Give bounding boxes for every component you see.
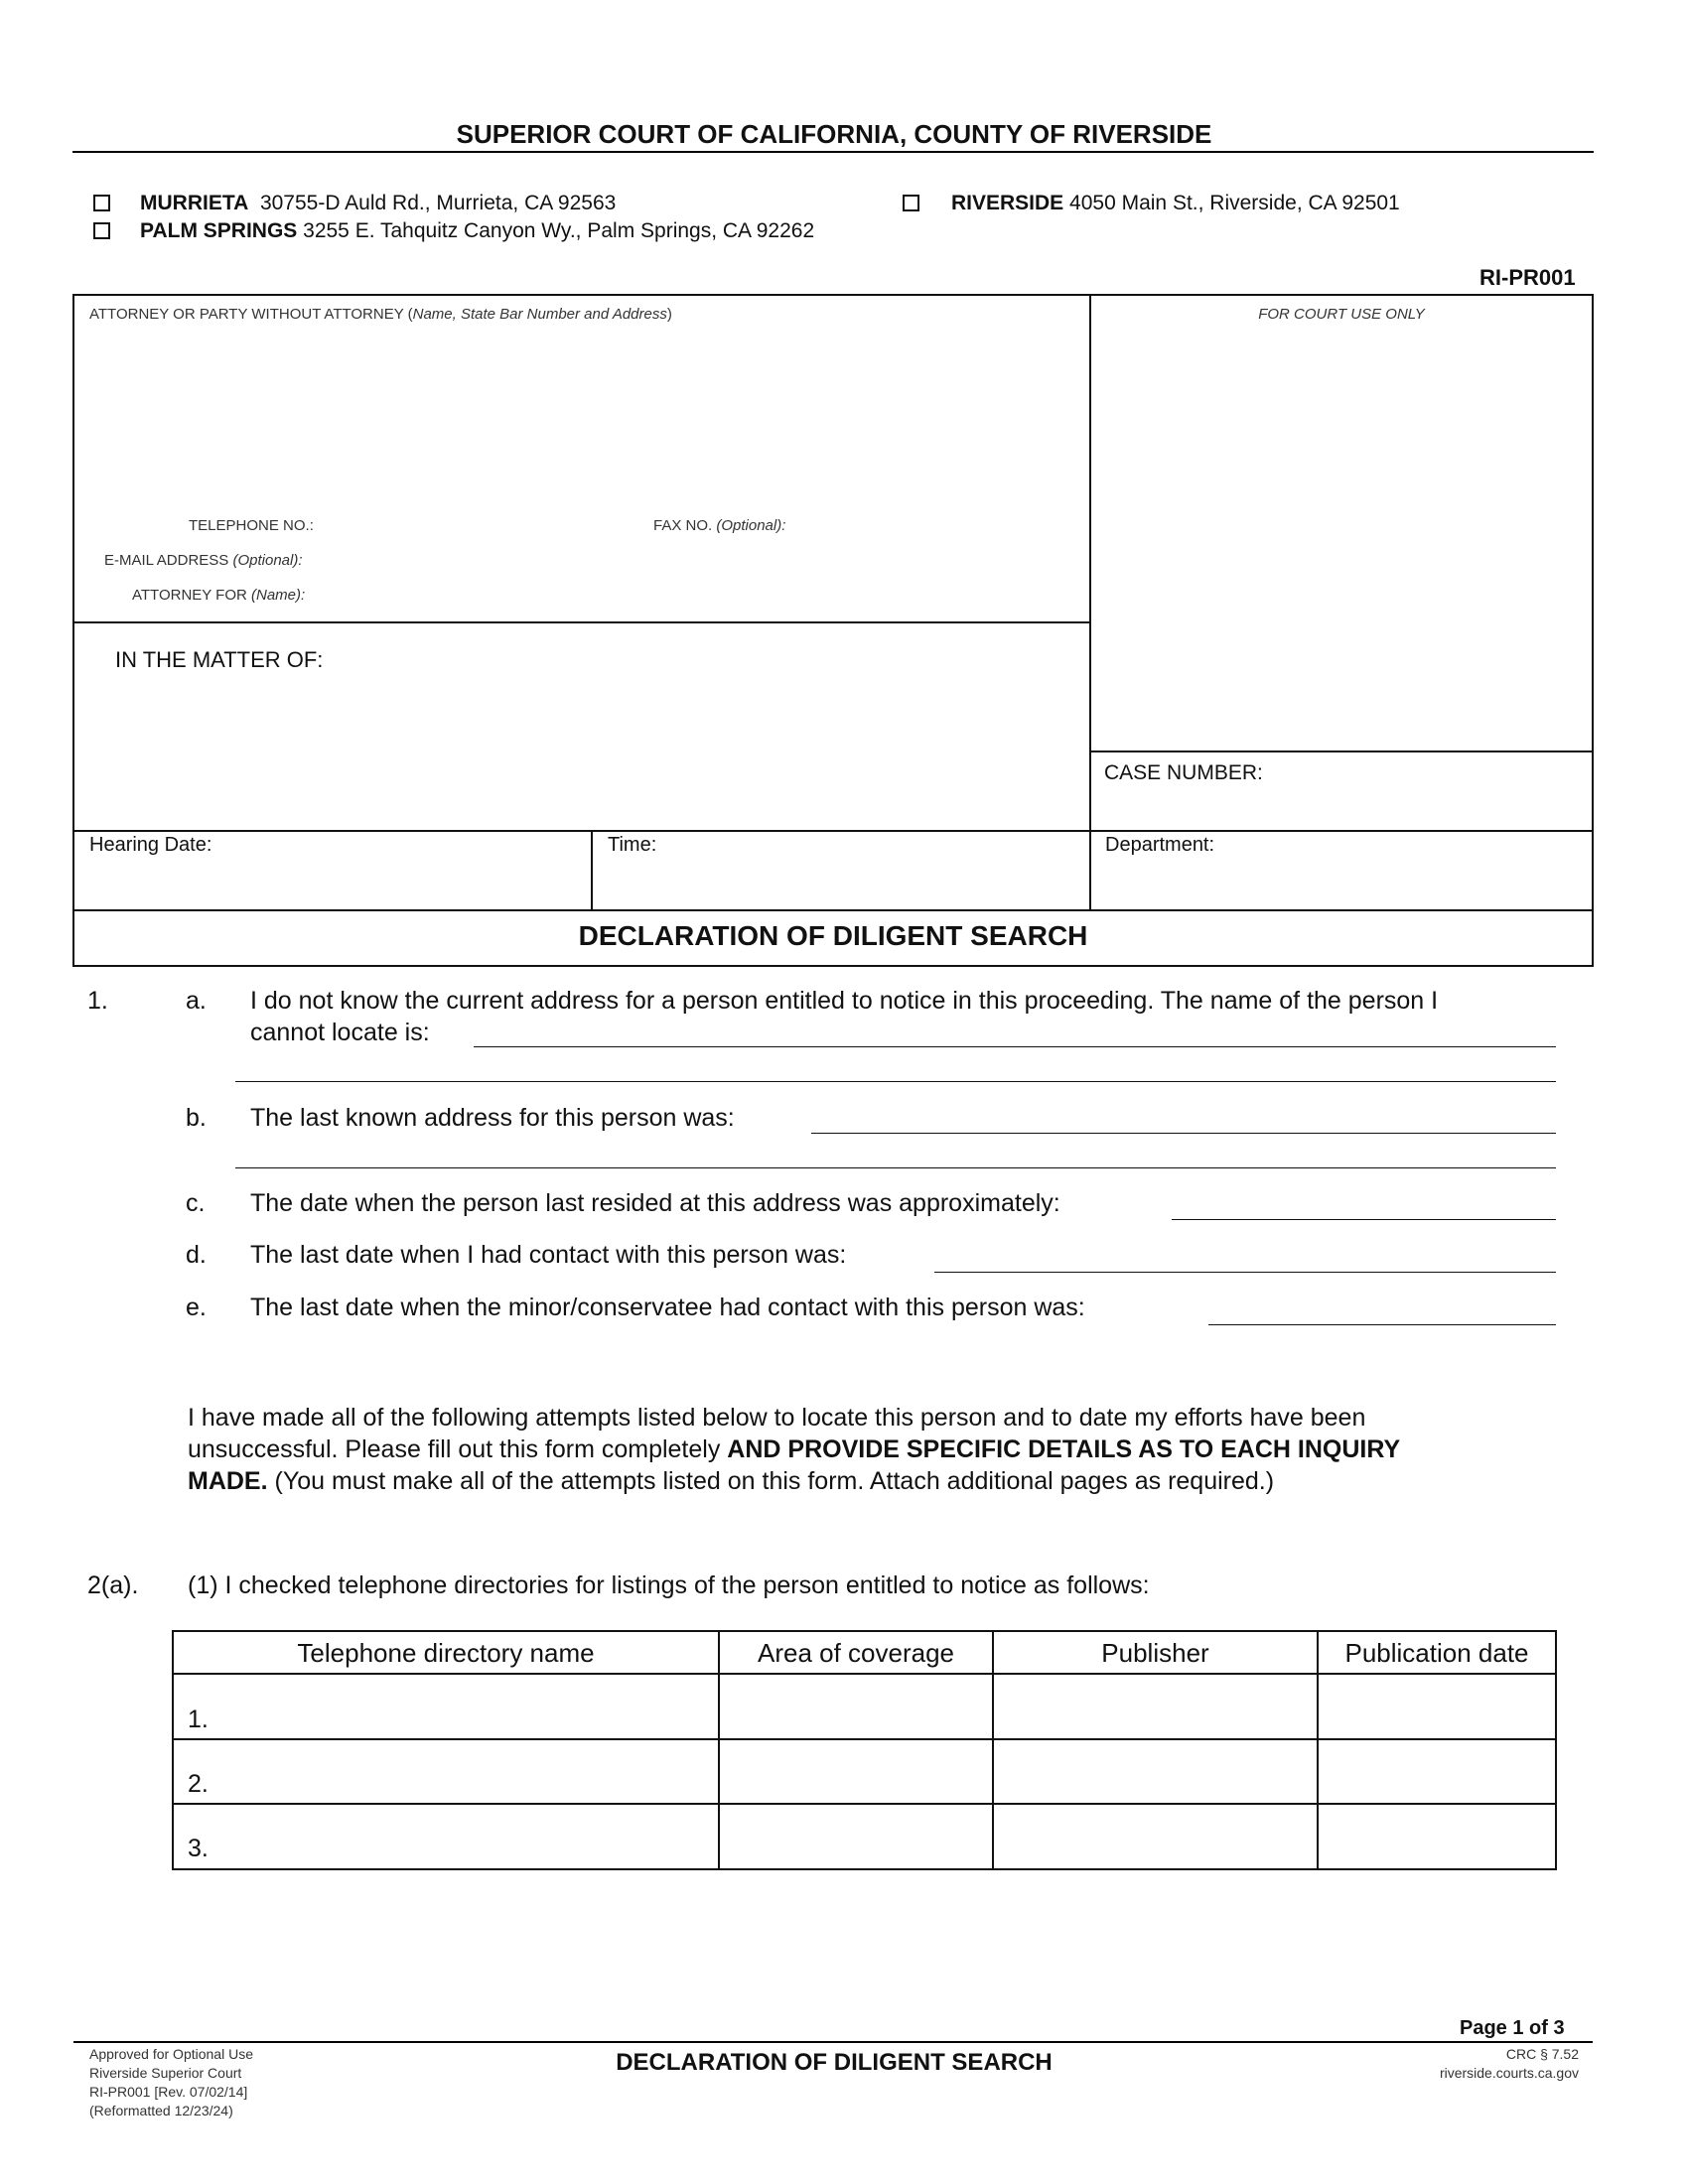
email-label: E-MAIL ADDRESS (Optional):	[104, 552, 303, 569]
item2a-text: (1) I checked telephone directories for listings of the person entitled to notice as follows:	[188, 1571, 1150, 1599]
missing-person-name-line-2[interactable]	[235, 1081, 1556, 1082]
case-number-label: CASE NUMBER:	[1104, 761, 1263, 784]
footer-left: Approved for Optional Use Riverside Superior Court RI-PR001 [Rev. 07/02/14] (Reformatted 12/23/24)	[89, 2046, 253, 2118]
caption-box-lines	[0, 0, 1688, 993]
column-header-publication-date: Publication date	[1344, 1638, 1529, 1668]
matter-label: IN THE MATTER OF:	[115, 647, 324, 672]
column-header-publisher: Publisher	[1101, 1638, 1209, 1668]
footer-title: DECLARATION OF DILIGENT SEARCH	[616, 2049, 1053, 2076]
location-murrieta: MURRIETA 30755-D Auld Rd., Murrieta, CA 92563	[140, 192, 617, 214]
last-address-line-1[interactable]	[811, 1133, 1556, 1134]
hearing-date-label: Hearing Date:	[89, 834, 212, 856]
item1b-letter: b.	[186, 1104, 207, 1132]
contact-date-line[interactable]	[934, 1272, 1556, 1273]
court-use-label: FOR COURT USE ONLY	[1258, 306, 1425, 323]
minor-contact-date-line[interactable]	[1208, 1324, 1556, 1325]
directory-table-lines	[0, 1588, 1688, 1886]
location-palm-springs: PALM SPRINGS 3255 E. Tahquitz Canyon Wy., Palm Springs, CA 92262	[140, 219, 815, 242]
table-row: 1.	[188, 1706, 209, 1733]
time-label: Time:	[608, 834, 657, 856]
item1d-text: The last date when I had contact with this person was:	[250, 1241, 847, 1269]
form-title: DECLARATION OF DILIGENT SEARCH	[578, 920, 1088, 951]
form-id: RI-PR001	[1479, 265, 1576, 290]
item1e-text: The last date when the minor/conservatee had contact with this person was:	[250, 1294, 1085, 1321]
last-address-line-2[interactable]	[235, 1167, 1556, 1168]
attorney-for-label: ATTORNEY FOR (Name):	[132, 587, 306, 604]
table-row: 2.	[188, 1770, 209, 1798]
item2a-number: 2(a).	[87, 1571, 139, 1599]
item1c-letter: c.	[186, 1189, 206, 1217]
location-riverside: RIVERSIDE 4050 Main St., Riverside, CA 92501	[951, 192, 1400, 214]
footer-rule	[73, 2041, 1593, 2043]
table-row: 3.	[188, 1835, 209, 1862]
item1a-text: I do not know the current address for a person entitled to notice in this proceeding. The name of the person I	[250, 987, 1439, 1015]
missing-person-name-line-1[interactable]	[474, 1046, 1556, 1047]
item1a-letter: a.	[186, 987, 207, 1015]
page-number: Page 1 of 3	[1460, 2017, 1565, 2039]
item1e-letter: e.	[186, 1294, 207, 1321]
attorney-label: ATTORNEY OR PARTY WITHOUT ATTORNEY (Name, State Bar Number and Address)	[89, 306, 672, 323]
attempts-paragraph: I have made all of the following attempts listed below to locate this person and to date my efforts have been unsuccessful. Please fill out this form completely AND PROVIDE SPECIFIC DETAILS AS TO EACH INQUIRY MADE. (You must make all of the attempts listed on this form. Attach additional pages as required.)	[188, 1404, 1401, 1495]
item1a-text-cont: cannot locate is:	[250, 1019, 430, 1046]
telephone-label: TELEPHONE NO.:	[189, 517, 314, 534]
court-title: SUPERIOR COURT OF CALIFORNIA, COUNTY OF RIVERSIDE	[456, 119, 1212, 149]
footer-right: CRC § 7.52 riverside.courts.ca.gov	[1439, 2046, 1579, 2081]
item1-number: 1.	[87, 987, 108, 1015]
resided-date-line[interactable]	[1172, 1219, 1556, 1220]
item1d-letter: d.	[186, 1241, 207, 1269]
item1b-text: The last known address for this person was:	[250, 1104, 735, 1132]
department-label: Department:	[1105, 834, 1215, 856]
column-header-area-of-coverage: Area of coverage	[757, 1638, 954, 1668]
item1c-text: The date when the person last resided at this address was approximately:	[250, 1189, 1060, 1217]
fax-label: FAX NO. (Optional):	[653, 517, 786, 534]
column-header-directory-name: Telephone directory name	[297, 1638, 595, 1668]
